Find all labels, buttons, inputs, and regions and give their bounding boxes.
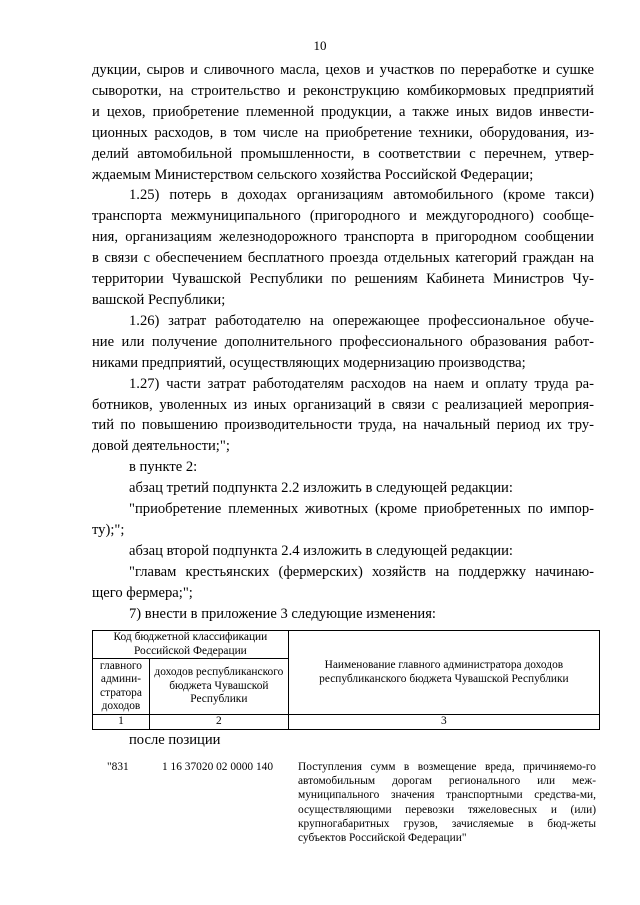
text-line: ту);"; xyxy=(92,521,125,538)
text-line: территории Чувашской Республики по решениям Кабинета Министров Чу- xyxy=(92,271,594,288)
after-position-label: после позиции xyxy=(129,732,221,748)
header-administrator-name: Наименование главного администратора доходов республиканского бюджета Чувашской Республики xyxy=(288,631,599,715)
item-1-25: 1.25) потерь в доходах организациям автомобильного (кроме такси) xyxy=(129,187,594,204)
subitem-2-4-intro: абзац второй подпункта 2.4 изложить в следующей редакции: xyxy=(129,542,513,559)
subitem-2-2-intro: абзац третий подпункта 2.2 изложить в следующей редакции: xyxy=(129,480,513,497)
subitem-2-4-text: "главам крестьянских (фермерских) хозяйств на поддержку начинаю- xyxy=(129,563,594,580)
subitem-2-2-text: "приобретение племенных животных (кроме приобретенных по импор- xyxy=(129,501,594,518)
item-1-26: 1.26) затрат работодателю на опережающее профессиональное обуче- xyxy=(129,312,594,329)
column-number-2: 2 xyxy=(149,715,288,730)
page-number: 10 xyxy=(313,38,327,53)
entry-admin-code: "831 xyxy=(107,761,129,773)
text-line: делий автомобильной промышленности, в соответствии с перечнем, утвер- xyxy=(92,145,594,162)
text-line: довой деятельности;"; xyxy=(92,438,230,455)
header-budget-classification: Код бюджетной классификации Российской Федерации xyxy=(93,631,289,659)
item-1-27: 1.27) части затрат работодателям расходов на наем и оплату труда ра- xyxy=(129,375,594,392)
text-line: в связи с обеспечением бесплатного проезда отдельных категорий граждан на xyxy=(92,250,594,267)
text-line: ние или получение дополнительного профессионального образования работ- xyxy=(92,333,594,350)
budget-classification-table xyxy=(92,630,600,730)
text-line: ния, организациям железнодорожного транспорта в пригородном сообщении xyxy=(92,229,594,246)
header-republican-income: доходов республиканского бюджета Чувашской Республики xyxy=(149,659,288,715)
entry-income-code: 1 16 37020 02 0000 140 xyxy=(162,761,274,773)
text-line: вашской Республики; xyxy=(92,291,226,308)
item-7-intro: 7) внести в приложение 3 следующие изменения: xyxy=(129,605,436,622)
text-line: дукции, сыров и сливочного масла, цехов и участков по переработке и сушке xyxy=(92,62,594,78)
column-number-3: 3 xyxy=(288,715,599,730)
text-line: ботников, уволенных из иных организаций в связи с реализацией мероприя- xyxy=(92,396,594,413)
text-line: ждаемым Министерством сельского хозяйства Российской Федерации; xyxy=(92,166,534,183)
column-number-1: 1 xyxy=(93,715,150,730)
text-line: транспорта межмуниципального (пригородного и междугородного) сообще- xyxy=(92,208,594,225)
text-line: щего фермера;"; xyxy=(92,584,193,601)
document-body xyxy=(92,60,594,624)
text-line: ционных расходов, в том числе на приобретение техники, оборудования, из- xyxy=(92,124,594,141)
text-line: и цехов, приобретение племенной продукции, а также иных видов инвести- xyxy=(92,103,594,120)
text-line: тий по повышению производительности труда, на начальный период их тру- xyxy=(92,417,594,434)
point-2-intro: в пункте 2: xyxy=(129,459,198,476)
header-main-administrator: главного админи-стратора доходов xyxy=(93,659,150,715)
text-line: сыворотки, на строительство и реконструкцию комбикормовых предприятий xyxy=(92,82,594,99)
entry-description: Поступления сумм в возмещение вреда, причиняемо-го автомобильным дорогам регионального или меж-муниципального значения транспортными средства-ми, осуществляющими перевозки тяжеловесных и (или) крупногабаритных грузов, зачисляемые в бюд-жеты субъектов Российской Федерации" xyxy=(298,761,596,845)
text-line: никами предприятий, осуществляющих модернизацию производства; xyxy=(92,354,526,371)
